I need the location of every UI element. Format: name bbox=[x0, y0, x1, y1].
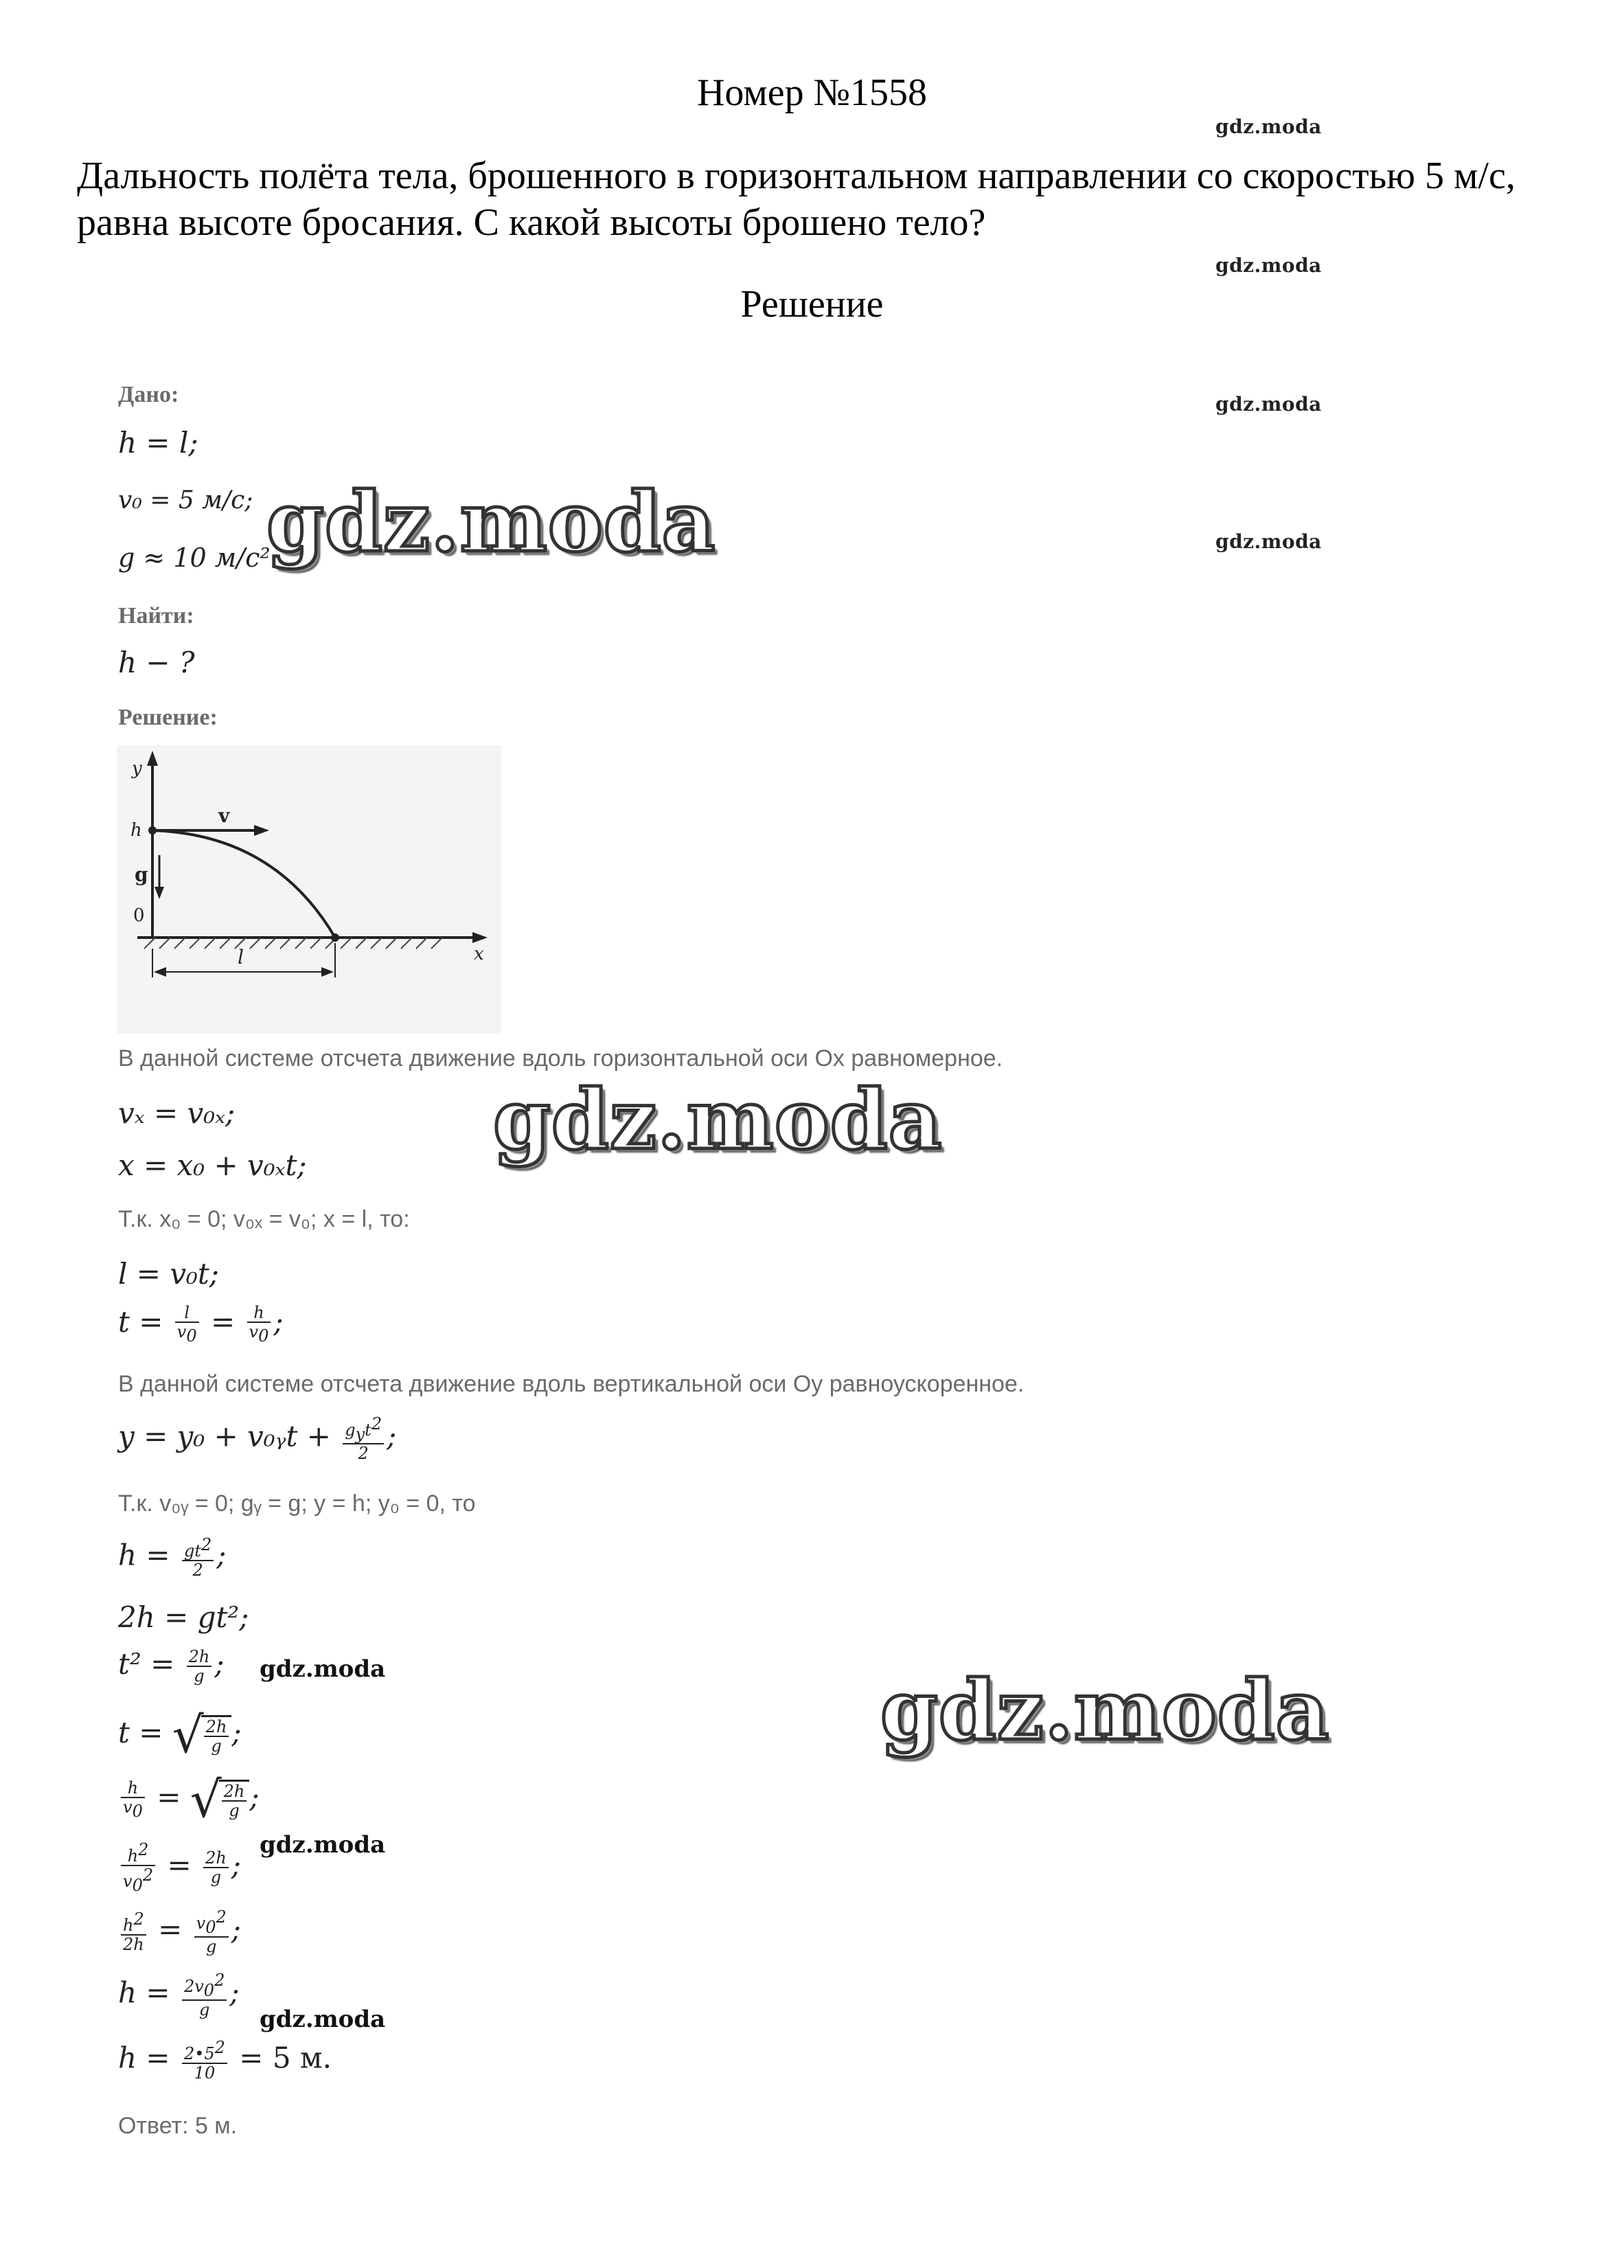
fraction: $\frac{2h}{g}$ bbox=[203, 1849, 229, 1886]
y-axis-arrow bbox=[147, 751, 158, 766]
equation-vx: vₓ = v₀ₓ; bbox=[118, 1096, 236, 1130]
solution-heading: Решение bbox=[740, 283, 884, 326]
given-line-2: v₀ = 5 м/с; bbox=[118, 486, 253, 514]
problem-statement: Дальность полёта тела, брошенного в горизонтальном направлении со скоростью 5 м/с, равна высоте бросания. С какой высоты брошено тело? bbox=[77, 155, 1516, 244]
label-origin: 0 bbox=[133, 905, 145, 926]
find-line: h − ? bbox=[118, 646, 195, 679]
answer: Ответ: 5 м. bbox=[118, 2113, 238, 2139]
equation-y: y = y₀ + v₀ᵧt + $\frac{g_yt^2}{2}$ ; bbox=[118, 1414, 397, 1463]
watermark-large: gdz.moda bbox=[266, 474, 716, 571]
equation-h2-over-v02: $\frac{h^2}{v_0^2}$ = $\frac{2h}{g}$ ; bbox=[118, 1841, 241, 1894]
find-label: Найти: bbox=[118, 603, 194, 628]
fraction: $\frac{h^2}{v_0^2}$ bbox=[121, 1841, 155, 1894]
watermark: gdz.moda bbox=[260, 2006, 386, 2033]
fraction: $\frac{gt^2}{2}$ bbox=[182, 1536, 214, 1579]
equation-2h: 2h = gt²; bbox=[118, 1600, 249, 1634]
fraction: $\frac{g_yt^2}{2}$ bbox=[343, 1415, 384, 1462]
fraction: $\frac{v_0^2}{g}$ bbox=[194, 1908, 229, 1955]
equation-h-final bbox=[118, 2039, 332, 2082]
equation-t-1-lhs: t = bbox=[118, 1304, 163, 1339]
watermark: gdz.moda bbox=[1215, 530, 1322, 553]
equation-h-final-rhs: = 5 м. bbox=[239, 2041, 332, 2075]
equation-t2: t² = $\frac{2h}{g}$ ; bbox=[118, 1647, 225, 1686]
watermark-large: gdz.moda bbox=[493, 1071, 943, 1168]
watermark: gdz.moda bbox=[1215, 393, 1322, 416]
label-y: y bbox=[132, 758, 142, 779]
fraction: $\frac{2h}{g}$ bbox=[222, 1782, 247, 1819]
equation-h-2-lhs: h = bbox=[118, 1975, 170, 2010]
equation-x: x = x₀ + v₀ₓt; bbox=[118, 1148, 307, 1182]
velocity-arrow bbox=[254, 825, 269, 836]
gravity-arrow bbox=[155, 887, 164, 899]
label-x: x bbox=[474, 944, 484, 964]
given-line-3: g ≈ 10 м/с² bbox=[118, 543, 271, 573]
solution-text-1: В данной системе отсчета движение вдоль горизонтальной оси Ox равномерное. bbox=[118, 1045, 1003, 1071]
given-line-1: h = l; bbox=[118, 426, 198, 460]
fraction: $\frac{2v_0^2}{g}$ bbox=[182, 1971, 227, 2019]
start-point bbox=[148, 826, 157, 835]
equation-h-final-lhs: h = bbox=[118, 2041, 170, 2075]
solution-text-4: Т.к. v₀ᵧ = 0; gᵧ = g; y = h; y₀ = 0, то bbox=[118, 1490, 476, 1517]
equation-t: t = √ $\frac{2h}{g}$ ; bbox=[118, 1706, 242, 1764]
watermark: gdz.moda bbox=[260, 1655, 386, 1683]
equation-t-1: t = $\frac{l}{v_0}$ = $\frac{h}{v_0}$ ; bbox=[118, 1303, 284, 1346]
equation-y-lhs: y = y₀ + v₀ᵧt + bbox=[118, 1419, 331, 1453]
equation-h-over-v0: $\frac{h}{v_0}$ = √ $\frac{2h}{g}$ ; bbox=[118, 1779, 260, 1820]
equation-t2-lhs: t² = bbox=[118, 1647, 175, 1681]
equation-h-1-lhs: h = bbox=[118, 1538, 170, 1572]
trajectory-curve bbox=[152, 830, 335, 938]
label-h: h bbox=[130, 820, 142, 841]
trajectory-diagram bbox=[117, 745, 501, 1034]
fraction: $\frac{2h}{g}$ bbox=[187, 1648, 212, 1685]
watermark: gdz.moda bbox=[260, 1831, 386, 1859]
trajectory-figure bbox=[117, 745, 501, 1034]
solution-text-2: Т.к. x₀ = 0; v₀ₓ = v₀; x = l, то: bbox=[118, 1206, 410, 1232]
label-l: l bbox=[238, 946, 244, 968]
fraction: $\frac{h^2}{2h}$ bbox=[121, 1910, 146, 1953]
fraction: $\frac{2h}{g}$ bbox=[204, 1718, 229, 1755]
x-axis-arrow bbox=[472, 932, 488, 943]
watermark: gdz.moda bbox=[1215, 115, 1322, 138]
equation-l: l = v₀t; bbox=[118, 1257, 219, 1291]
solution-label: Решение: bbox=[118, 705, 218, 730]
given-label: Дано: bbox=[118, 382, 179, 407]
label-v: v bbox=[218, 804, 230, 827]
solution-text-3: В данной системе отсчета движение вдоль вертикальной оси Oy равноускоренное. bbox=[118, 1371, 1025, 1397]
equation-t-lhs: t = bbox=[118, 1716, 163, 1749]
watermark-large: gdz.moda bbox=[880, 1662, 1330, 1759]
equation-h-1: h = $\frac{gt^2}{2}$ ; bbox=[118, 1535, 227, 1580]
fraction: $\frac{l}{v_0}$ bbox=[175, 1304, 199, 1345]
ground-hatching bbox=[144, 938, 442, 949]
fraction: $\frac{2•5^2}{10}$ bbox=[182, 2039, 227, 2082]
page-title: Номер №1558 bbox=[696, 71, 928, 114]
fraction: $\frac{h}{v_0}$ bbox=[247, 1304, 271, 1345]
landing-point bbox=[331, 933, 339, 942]
label-g: g bbox=[135, 863, 148, 886]
equation-h-2: h = $\frac{2v_0^2}{g}$ ; bbox=[118, 1971, 240, 2019]
watermark: gdz.moda bbox=[1215, 254, 1322, 277]
equation-h2-over-2h: $\frac{h^2}{2h}$ = $\frac{v_0^2}{g}$ ; bbox=[118, 1908, 241, 1955]
fraction: $\frac{h}{v_0}$ bbox=[121, 1779, 145, 1820]
